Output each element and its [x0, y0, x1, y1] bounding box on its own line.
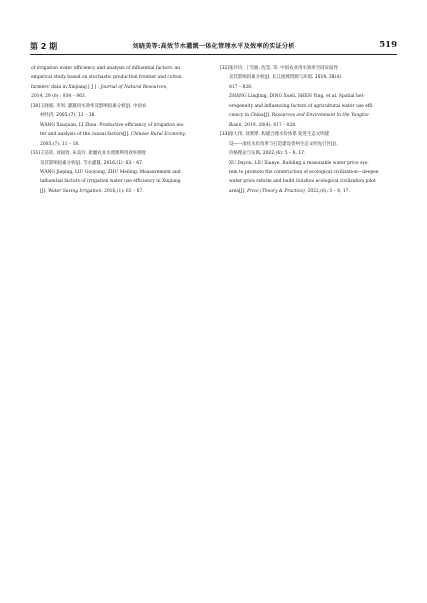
reference-text: , 2019, 28(4): 817 – 828. — [241, 122, 297, 128]
reference-line — [31, 159, 207, 168]
reference-line — [31, 168, 207, 177]
reference-text: 817 – 828. — [229, 84, 253, 90]
reference-text: erogeneity and influencing factors of agricultural water use effi- — [229, 103, 374, 109]
reference-text: 2005,(7): 11 – 18. — [40, 141, 80, 147]
reference-source-title: Price (Theory & Practice) — [247, 188, 305, 194]
reference-number: [30] — [31, 103, 41, 109]
reference-line — [31, 130, 207, 139]
reference-text: , — [184, 132, 187, 138]
reference-text: 价格理论与实践, 2022,(6): 5 – 6, 17. — [229, 151, 306, 157]
reference-line — [31, 111, 207, 120]
reference-text: 及其影响因素分析[J]. 节水灌溉, 2016,(1): 63 – 67. — [40, 160, 144, 166]
reference-text: area[J]. — [229, 188, 248, 194]
reference-line — [31, 73, 207, 82]
reference-source-title: Water Saving Irrigation — [48, 188, 102, 194]
reference-line — [31, 102, 207, 111]
reference-text: 设——深化水价改革与打造建设贵州生态文明先行区[J]. — [229, 141, 338, 147]
reference-line — [220, 159, 396, 168]
reference-text: 及其影响因素分析[J]. 长江流域资源与环境, 2019, 28(4): — [229, 75, 343, 81]
reference-column-right — [220, 64, 396, 196]
reference-text: of irrigation water efficiency and analysis of influential factors: an — [31, 66, 181, 71]
reference-number: [32] — [220, 66, 230, 71]
reference-line — [31, 140, 207, 149]
reference-entry — [31, 102, 207, 149]
reference-text: , — [166, 84, 168, 90]
reference-continuation — [31, 64, 207, 102]
running-header — [30, 40, 397, 55]
reference-entry — [220, 130, 396, 196]
reference-text: , 2016,(1): 63 – 67. — [101, 188, 144, 194]
reference-text: 2014, 29 (6) : 934 – 963. — [31, 94, 87, 100]
reference-text: [J]. — [40, 188, 49, 194]
reference-line — [220, 64, 396, 73]
reference-line — [220, 92, 396, 101]
reference-source-title: Resources and Environment in the Yangtze — [271, 113, 369, 119]
reference-line — [31, 177, 207, 186]
reference-line — [31, 92, 207, 101]
reference-text: tem to promote the construction of ecological civilization—deepen — [229, 169, 379, 175]
reference-entry — [220, 64, 396, 130]
reference-text: 徐大伟, 刘贤铧. 构建合理水价体系 促进生态文明建 — [229, 132, 330, 138]
reference-source-title: Chinese Rural Economy — [131, 132, 185, 138]
reference-text: 王洁萍, 刘国勇, 朱美玲. 新疆农业水资源利用效率测度 — [40, 151, 147, 157]
reference-text: empirical study based on stochastic production frontier and cotton — [31, 75, 182, 81]
reference-source-title: Basin — [229, 122, 242, 128]
reference-line — [31, 64, 207, 73]
reference-line — [220, 121, 396, 130]
reference-line — [220, 187, 396, 196]
reference-column-left — [31, 64, 207, 196]
reference-text: 村经济, 2005,(7): 11 – 18. — [40, 113, 96, 119]
reference-line — [220, 149, 396, 158]
issue-label: 第 2 期 — [30, 42, 58, 51]
reference-text: water price reform and build Guizhou ecological civilization pilot — [229, 179, 376, 185]
reference-line — [220, 111, 396, 120]
reference-entry — [31, 149, 207, 196]
reference-line — [220, 102, 396, 111]
reference-text: WANG Jieping, LIU Guoyong, ZHU Meiling. Measurement and — [40, 169, 181, 175]
reference-number: [31] — [31, 151, 41, 157]
reference-line — [220, 73, 396, 82]
reference-text: 张玲玲, 丁雪丽, 沈莹, 等. 中国农业用水效率空间异质性 — [229, 66, 338, 71]
reference-line — [31, 187, 207, 196]
reference-line — [220, 177, 396, 186]
reference-line — [220, 130, 396, 139]
reference-line — [220, 168, 396, 177]
reference-source-title: Journal of Natural Resources — [100, 84, 167, 90]
reference-text: ZHANG Lingling, DING Xueli, SHEN Ying, et al. Spatial het- — [229, 94, 365, 100]
reference-line — [31, 121, 207, 130]
reference-line — [31, 149, 207, 158]
reference-line — [31, 83, 207, 92]
reference-text: , 2022,(6): 5 – 6, 17. — [304, 188, 350, 194]
reference-number: [33] — [220, 132, 230, 138]
reference-text: influential factors of irrigation water use efficiency in Xinjiang — [40, 179, 181, 185]
reference-text: 王晓娟, 李周. 灌溉用水效率及影响因素分析[J]. 中国农 — [40, 103, 147, 109]
reference-text: ciency in China[J]. — [229, 113, 272, 119]
page-number: 519 — [379, 40, 397, 50]
reference-text: ter and analysis of the causal factors[J]. — [40, 132, 131, 138]
reference-text: XU Dayou, LIU Xianye. Building a reasonable water price sys- — [229, 160, 369, 166]
reference-line — [220, 83, 396, 92]
reference-text: farmers' data in Xinjiang [ J ] . — [31, 84, 101, 90]
reference-text: WANG Xiaojuan, LI Zhou. Productive efficiency of irrigation wa- — [40, 122, 185, 128]
running-title: 刘晓美等:高效节水灌溉一体化管理水平及效率的实证分析 — [132, 43, 295, 50]
reference-line — [220, 140, 396, 149]
